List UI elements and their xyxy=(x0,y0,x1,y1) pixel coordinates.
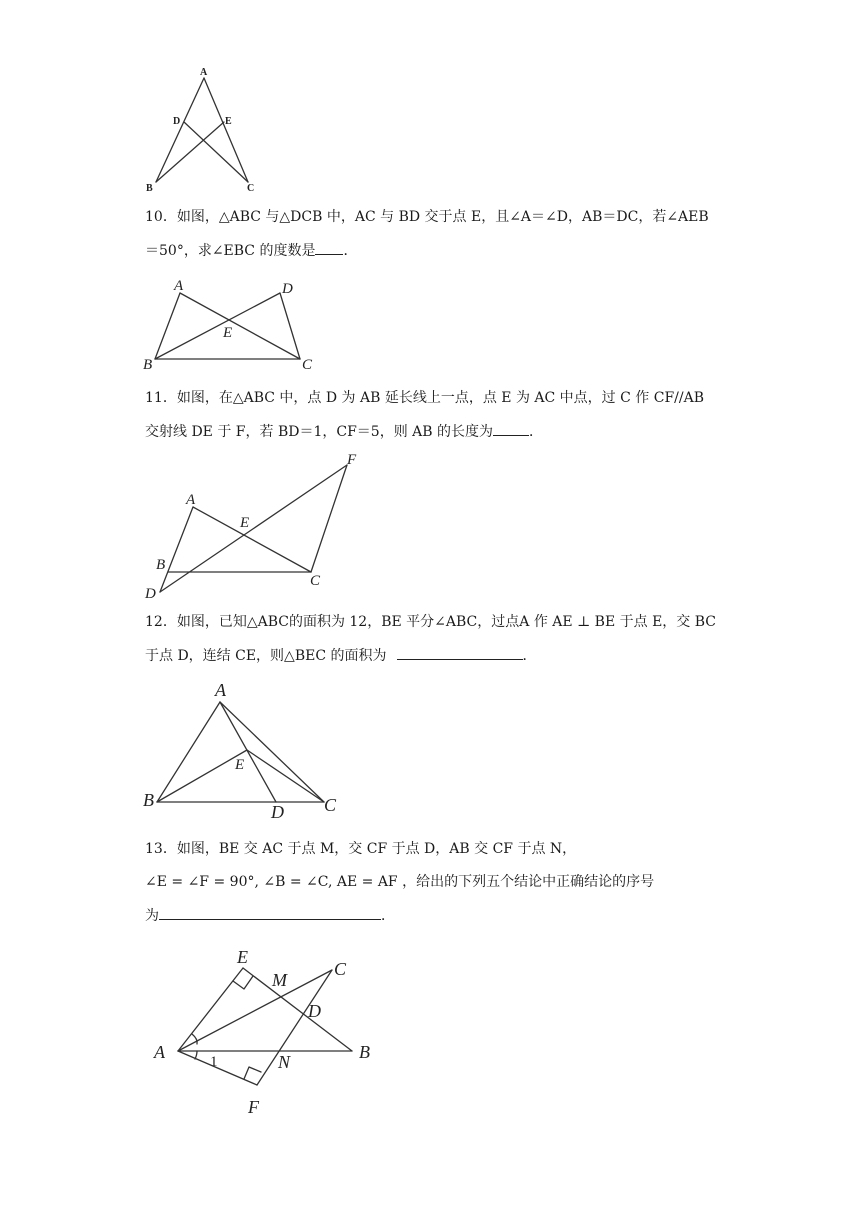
figure-triangle-top-svg xyxy=(140,62,270,197)
question-13-end: ． xyxy=(381,908,395,924)
figure-q13 xyxy=(140,940,390,1120)
label-C: C xyxy=(324,795,337,815)
label-F: F xyxy=(248,1097,259,1117)
question-12-text: 于点 D，连结 CE，则△BEC 的面积为 xyxy=(145,648,387,664)
label-A: A xyxy=(215,680,226,700)
answer-blank-10[interactable] xyxy=(315,240,343,255)
question-13-line3 xyxy=(145,905,725,926)
question-10-line1: 10．如图，△ABC 与△DCB 中，AC 与 BD 交于点 E，且∠A＝∠D，AB＝DC，若∠AEB xyxy=(145,209,709,225)
segment-AD xyxy=(220,702,276,802)
segment-AC xyxy=(220,702,324,802)
segment-EC xyxy=(247,750,324,802)
segment-EB xyxy=(243,968,352,1051)
figure-q11-svg xyxy=(140,448,370,603)
label-D: D xyxy=(145,586,156,602)
question-10-end: ． xyxy=(343,243,358,259)
segment-BE xyxy=(157,750,247,802)
label-E: E xyxy=(225,116,232,127)
label-E: E xyxy=(235,757,245,773)
figure-q11 xyxy=(140,448,370,603)
label-C: C xyxy=(310,573,321,589)
label-E: E xyxy=(223,325,233,341)
segment-AB xyxy=(156,78,204,182)
figure-q12-svg xyxy=(140,678,350,822)
segment-AF xyxy=(178,1051,257,1085)
figure-triangle-top xyxy=(140,62,270,197)
segment-AB xyxy=(157,702,220,802)
segment-BD xyxy=(155,293,280,359)
question-11 xyxy=(145,388,725,442)
label-C: C xyxy=(334,959,347,979)
question-10-line2 xyxy=(145,240,725,261)
segment-DC xyxy=(184,122,248,182)
label-A: A xyxy=(200,67,208,78)
question-12 xyxy=(145,612,725,666)
label-F: F xyxy=(347,452,357,468)
label-A: A xyxy=(186,492,196,508)
question-13-line1: 13．如图，BE 交 AC 于点 M，交 CF 于点 D，AB 交 CF 于点 N， xyxy=(145,841,577,857)
answer-blank-11[interactable] xyxy=(493,421,529,436)
label-B: B xyxy=(146,183,153,194)
answer-blank-12[interactable] xyxy=(397,645,523,660)
label-D: D xyxy=(271,802,284,822)
question-11-text: 交射线 DE 于 F，若 BD＝1，CF＝5，则 AB 的长度为 xyxy=(145,424,494,440)
label-E: E xyxy=(240,515,250,531)
figure-q10-svg xyxy=(140,276,330,376)
figure-q13-svg xyxy=(140,940,390,1120)
label-D: D xyxy=(282,281,293,297)
question-10 xyxy=(145,207,725,261)
label-M: M xyxy=(272,970,287,990)
label-D: D xyxy=(308,1001,321,1021)
label-A: A xyxy=(174,278,184,294)
question-12-end: ． xyxy=(522,648,537,664)
question-11-line2 xyxy=(145,421,725,442)
label-E: E xyxy=(237,947,248,967)
figure-q10 xyxy=(140,276,330,376)
right-angle-mark-F xyxy=(244,1067,261,1079)
label-angle-1: 1 xyxy=(210,1054,218,1070)
answer-blank-13[interactable] xyxy=(159,905,381,920)
segment-AC xyxy=(204,78,248,182)
segment-AC xyxy=(180,293,300,359)
question-11-end: ． xyxy=(529,424,544,440)
label-B: B xyxy=(143,790,154,810)
question-13-text: 为 xyxy=(145,908,159,924)
label-C: C xyxy=(247,183,255,194)
angle-mark-1 xyxy=(195,1051,197,1059)
segment-CF xyxy=(311,465,347,572)
question-10-text: ＝50°，求∠EBC 的度数是 xyxy=(145,243,316,259)
segment-EB xyxy=(156,122,224,182)
label-C: C xyxy=(302,357,313,373)
label-B: B xyxy=(143,357,153,373)
question-12-line1: 12．如图，已知△ABC的面积为 12，BE 平分∠ABC，过点A 作 AE ⊥ BE 于点 E，交 BC xyxy=(145,614,717,630)
question-13 xyxy=(145,839,725,926)
question-11-line1: 11．如图，在△ABC 中，点 D 为 AB 延长线上一点，点 E 为 AC 中点，过 C 作 CF//AB xyxy=(145,390,704,406)
question-13-line2: ∠E = ∠F = 90°, ∠B = ∠C, AE = AF ，给出的下列五个结论中正确结论的序号 xyxy=(145,874,655,890)
label-A: A xyxy=(154,1042,165,1062)
question-12-line2 xyxy=(145,645,725,666)
label-N: N xyxy=(278,1052,291,1072)
segment-AD xyxy=(160,507,193,592)
segment-BA xyxy=(155,293,180,359)
label-B: B xyxy=(359,1042,370,1062)
label-B: B xyxy=(156,557,166,573)
figure-q12 xyxy=(140,678,350,822)
segment-AC xyxy=(193,507,311,572)
label-D: D xyxy=(173,116,181,127)
